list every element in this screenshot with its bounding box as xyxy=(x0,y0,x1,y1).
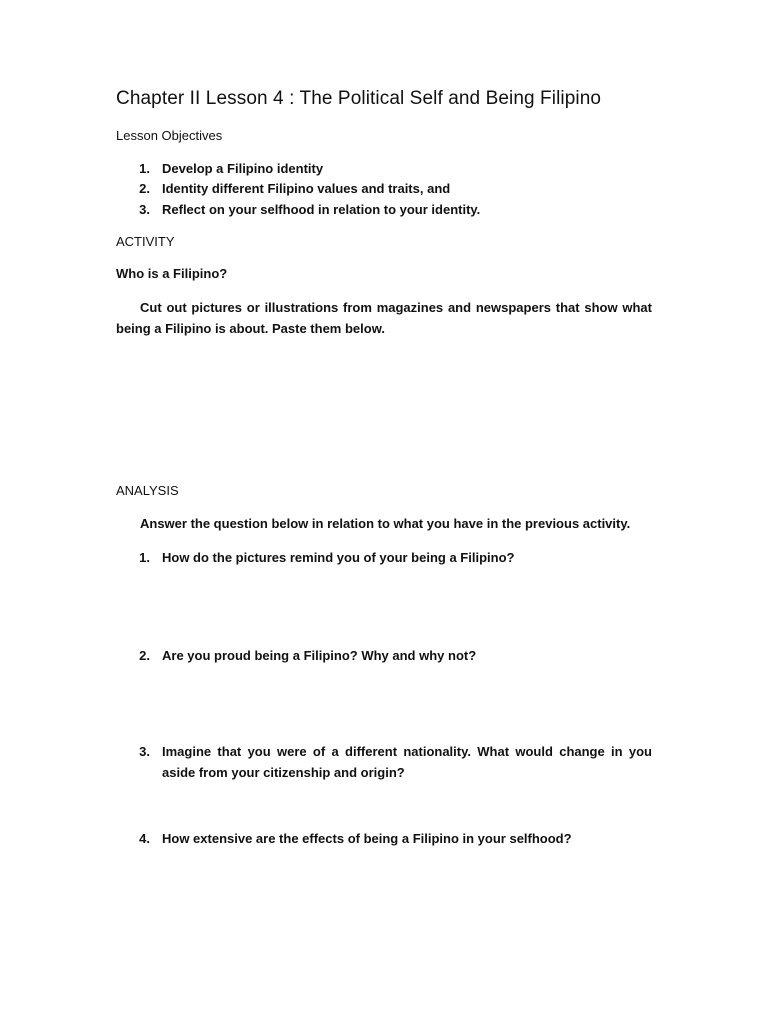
list-item-number: 4. xyxy=(139,831,150,846)
activity-question: Who is a Filipino? xyxy=(116,266,228,281)
document-title: Chapter II Lesson 4 : The Political Self and Being Filipino xyxy=(116,88,602,109)
list-item-number: 3. xyxy=(139,202,150,217)
list-item-text: Are you proud being a Filipino? Why and why not? xyxy=(162,648,477,663)
activity-instructions xyxy=(116,297,652,339)
list-item-text: Develop a Filipino identity xyxy=(162,161,324,176)
list-item-text: How do the pictures remind you of your being a Filipino? xyxy=(162,550,515,565)
activity-heading: ACTIVITY xyxy=(116,234,175,249)
list-item-number: 2. xyxy=(139,181,150,196)
objectives-heading: Lesson Objectives xyxy=(116,128,223,143)
analysis-intro: Answer the question below in relation to what you have in the previous activity. xyxy=(140,516,631,531)
list-item-number: 1. xyxy=(139,161,150,176)
list-item-number: 1. xyxy=(139,550,150,565)
list-item-text: Reflect on your selfhood in relation to your identity. xyxy=(162,202,481,217)
list-item-number: 3. xyxy=(139,744,150,759)
activity-instructions-text: Cut out pictures or illustrations from magazines and newspapers that show what being a Filipino is about. Paste them below. xyxy=(116,300,652,336)
list-item-text: How extensive are the effects of being a Filipino in your selfhood? xyxy=(162,831,572,846)
analysis-heading: ANALYSIS xyxy=(116,483,179,498)
list-item-text: Imagine that you were of a different nationality. What would change in you aside from your citizenship and origin? xyxy=(162,744,652,780)
list-item-text: Identity different Filipino values and traits, and xyxy=(162,181,451,196)
list-item-number: 2. xyxy=(139,648,150,663)
